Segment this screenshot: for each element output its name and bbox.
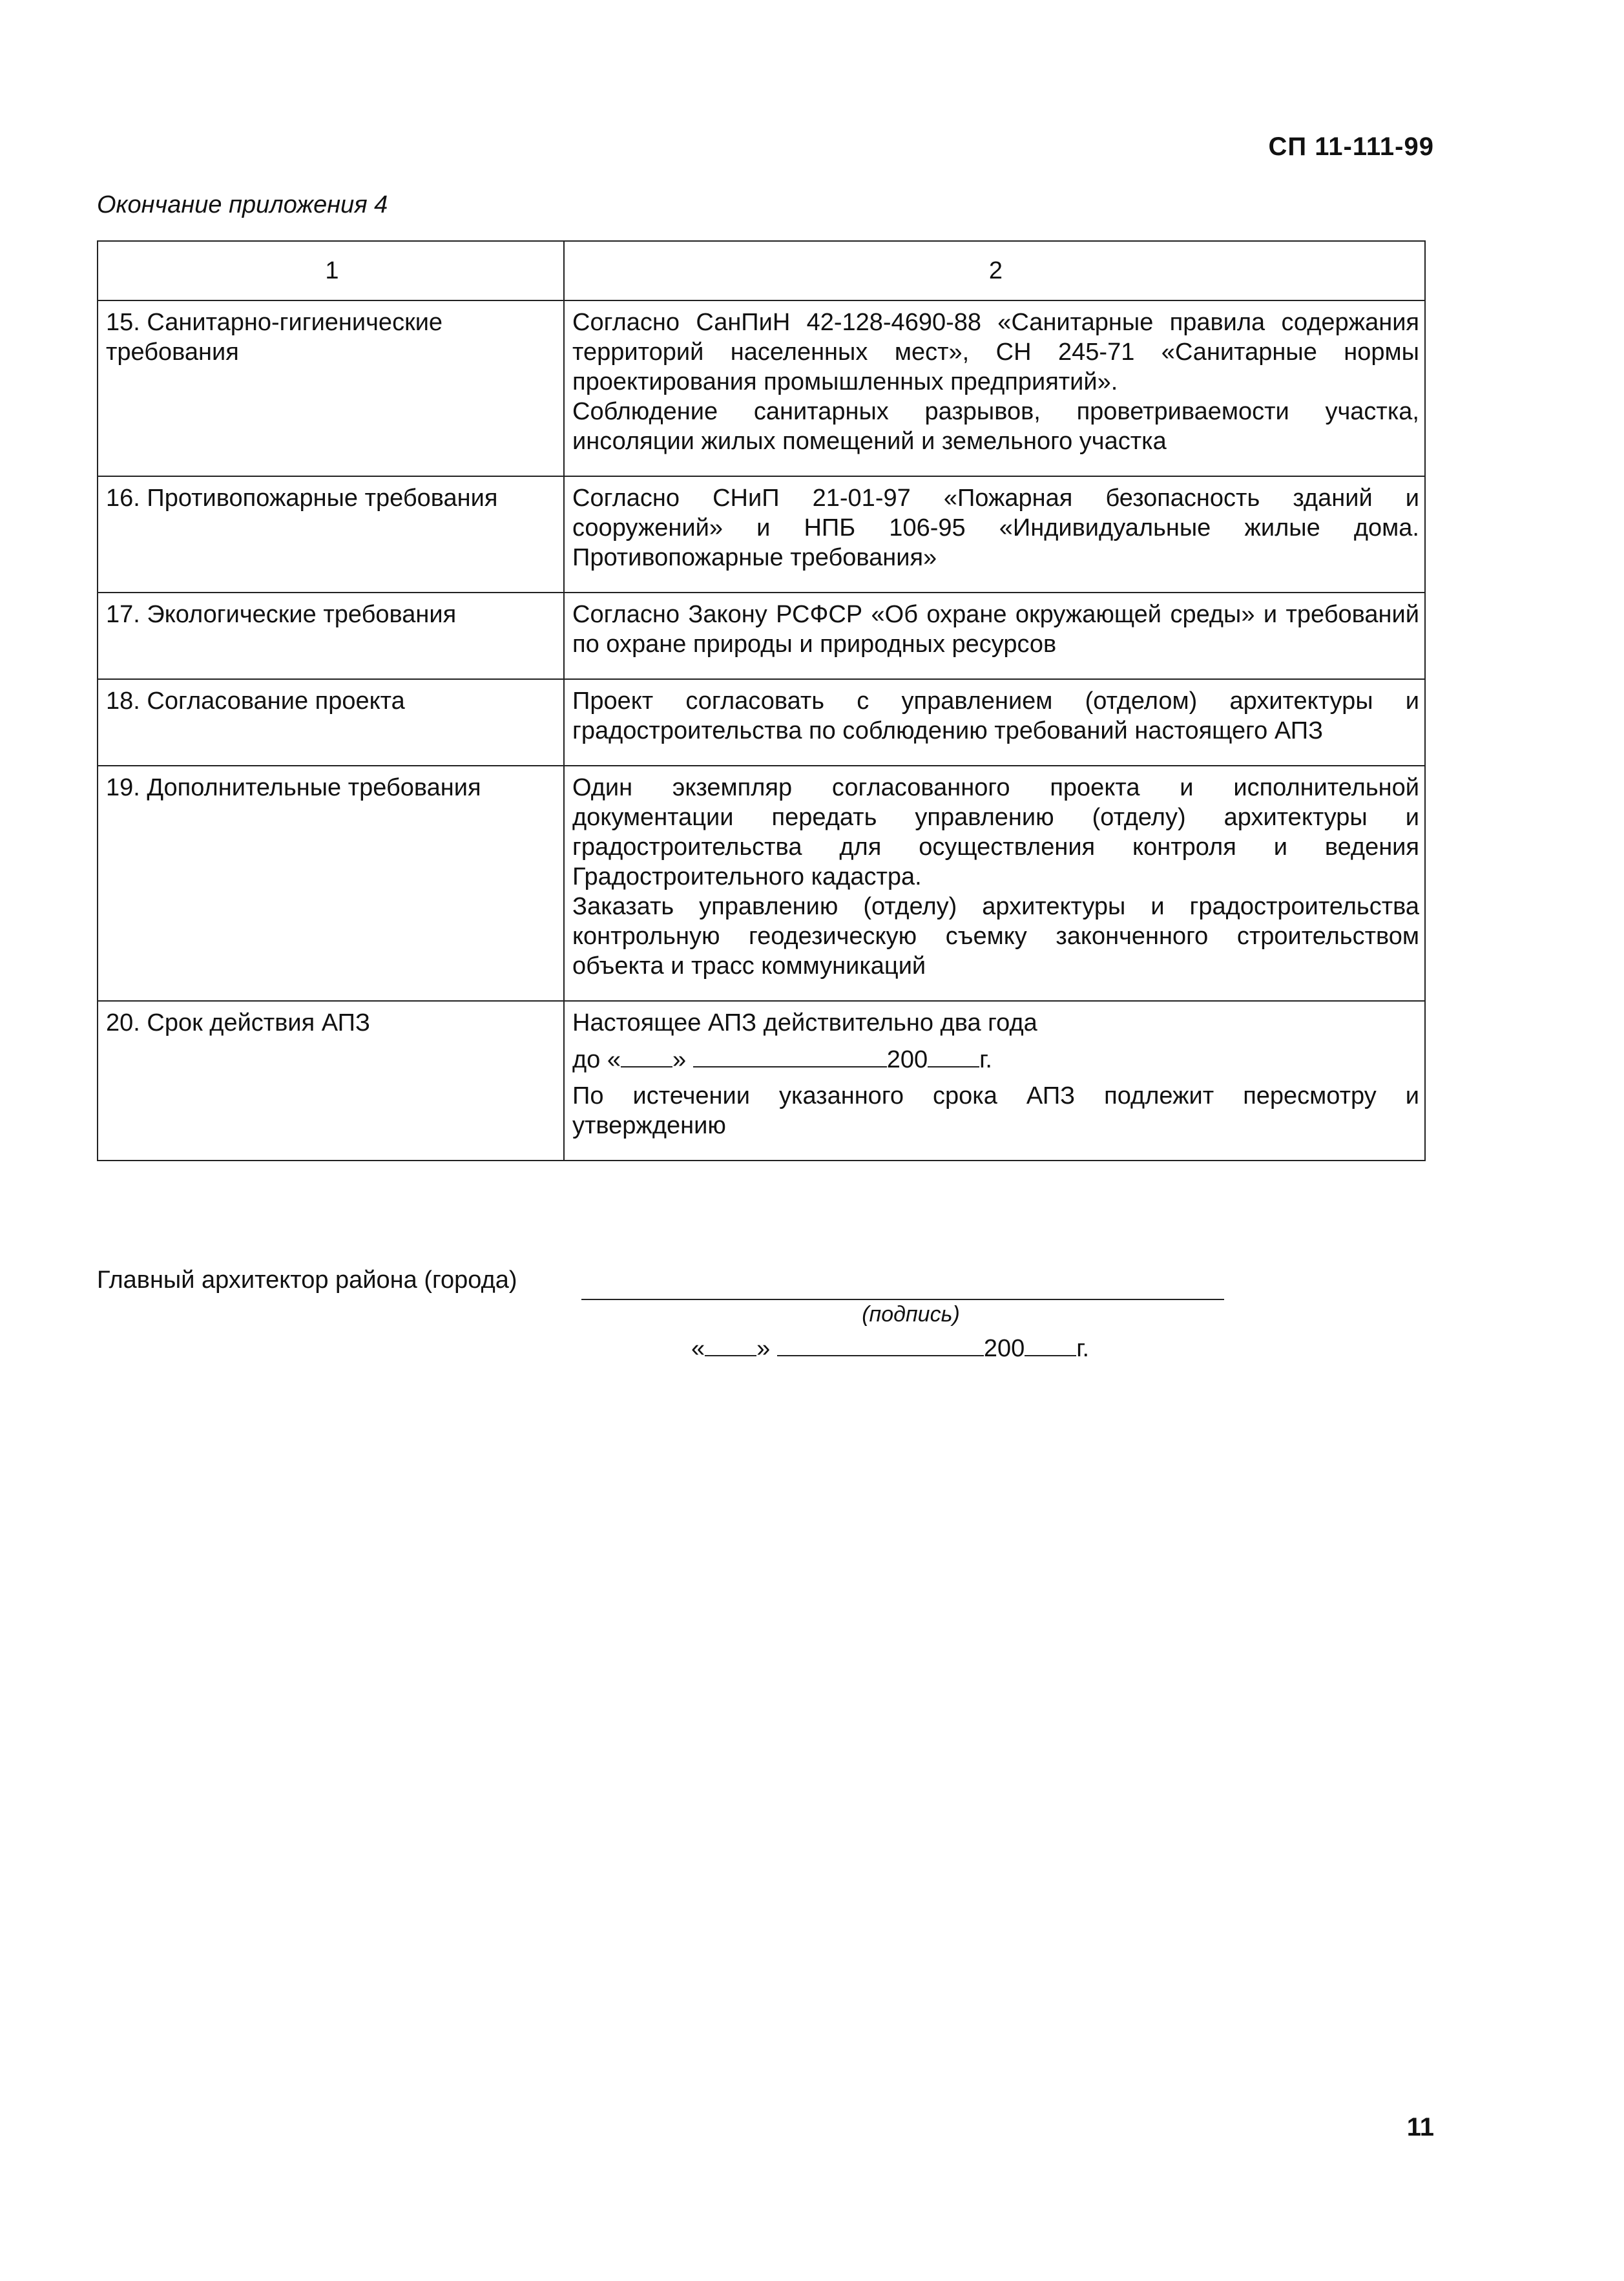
table-row xyxy=(98,766,1425,1001)
year-blank xyxy=(1025,1333,1076,1356)
row-content xyxy=(564,593,1425,679)
row-paragraph: Один экземпляр согласованного проекта и исполнительной документации передать управлению (отделу) архитектуры и градостроительства для осуществления контроля и ведения Градостроительного кадастра. xyxy=(572,774,1419,890)
document-code: СП 11-111-99 xyxy=(1268,132,1434,161)
date-year: 200 xyxy=(886,1046,928,1073)
signature-line xyxy=(581,1299,1224,1300)
row-content xyxy=(564,1001,1425,1161)
appendix-continuation-note: Окончание приложения 4 xyxy=(97,191,388,218)
date-suffix: г. xyxy=(979,1046,992,1073)
row-label: 17. Экологические требования xyxy=(98,593,564,679)
year-blank xyxy=(928,1044,979,1067)
row-paragraph: Согласно СНиП 21-01-97 «Пожарная безопасность зданий и сооружений» и НПБ 106-95 «Индивидуальные жилые дома. Противопожарные требования» xyxy=(572,485,1419,571)
signature-caption: (подпись) xyxy=(862,1302,960,1327)
row-paragraph: Согласно Закону РСФСР «Об охране окружающей среды» и требований по охране природы и природных ресурсов xyxy=(572,601,1419,658)
month-blank xyxy=(777,1333,984,1356)
chief-architect-label: Главный архитектор района (города) xyxy=(97,1267,517,1294)
row-paragraph: Соблюдение санитарных разрывов, проветриваемости участка, инсоляции жилых помещений и земельного участка xyxy=(572,398,1419,455)
table-row xyxy=(98,593,1425,679)
row-content xyxy=(564,300,1425,476)
row-content xyxy=(564,476,1425,593)
row-label: 15. Санитарно-гигиенические требования xyxy=(98,300,564,476)
date-close-quote: » xyxy=(756,1335,771,1362)
table-row xyxy=(98,1001,1425,1161)
page-number: 11 xyxy=(1406,2113,1434,2141)
requirements-table xyxy=(97,240,1426,1161)
row-paragraph: Проект согласовать с управлением (отделом) архитектуры и градостроительства по соблюдению требований настоящего АПЗ xyxy=(572,688,1419,744)
column-header-2: 2 xyxy=(564,241,1425,300)
day-blank xyxy=(621,1044,672,1067)
date-open-quote: « xyxy=(691,1335,705,1362)
row-label: 20. Срок действия АПЗ xyxy=(98,1001,564,1161)
validity-statement: Настоящее АПЗ действительно два года xyxy=(572,1009,1037,1036)
row-content xyxy=(564,766,1425,1001)
date-suffix: г. xyxy=(1076,1335,1090,1362)
date-prefix: до « xyxy=(572,1046,621,1073)
table-header-row xyxy=(98,241,1425,300)
date-year: 200 xyxy=(983,1335,1025,1362)
month-blank xyxy=(693,1044,887,1067)
validity-expiry-note: По истечении указанного срока АПЗ подлежит пересмотру и утверждению xyxy=(572,1082,1419,1139)
table-row xyxy=(98,679,1425,766)
column-header-1: 1 xyxy=(98,241,564,300)
table-row xyxy=(98,476,1425,593)
row-label: 16. Противопожарные требования xyxy=(98,476,564,593)
table-row xyxy=(98,300,1425,476)
row-label: 19. Дополнительные требования xyxy=(98,766,564,1001)
row-content xyxy=(564,679,1425,766)
row-paragraph: Заказать управлению (отделу) архитектуры и градостроительства контрольную геодезическую съемку законченного строительством объекта и трасс коммуникаций xyxy=(572,893,1419,980)
date-mid: » xyxy=(672,1046,687,1073)
row-paragraph: Согласно СанПиН 42-128-4690-88 «Санитарные правила содержания территорий населенных мест», СН 245-71 «Санитарные нормы проектирования промышленных предприятий». xyxy=(572,309,1419,395)
signature-date-line xyxy=(691,1333,1089,1363)
validity-date-line xyxy=(572,1044,1419,1075)
day-blank xyxy=(705,1333,756,1356)
row-label: 18. Согласование проекта xyxy=(98,679,564,766)
